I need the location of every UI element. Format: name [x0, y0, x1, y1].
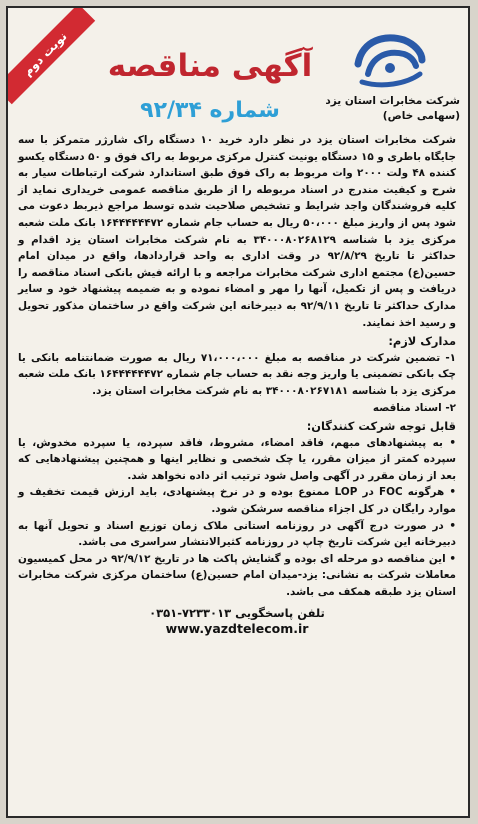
contact-phone: تلفن پاسخگویی ۷۲۳۳۰۱۳-۰۳۵۱: [149, 605, 325, 620]
tender-notice: [6, 6, 470, 818]
notice-number: شماره ۹۲/۳۴: [140, 98, 280, 123]
notice-title: آگهی مناقصه: [107, 48, 313, 84]
second-print-ribbon: نوبت دوم: [6, 6, 95, 104]
note-item-3: • در صورت درج آگهی در روزنامه استانی ملاک زمان توزیع اسناد و تحویل آنها به دبیرخانه این شرکت تاریخ چاپ در روزنامه کثیرالانتشار سراسری می باشد.: [18, 519, 456, 549]
note-item-1: • به پیشنهادهای مبهم، فاقد امضاء، مشروط، فاقد سپرده، یا سپرده مخدوش، یا سپرده کمتر از میزان مقرر، یا چک شخصی و نظایر اینها و همچنین پیشنهادهایی که بعد از زمان مقرر در آگهی واصل شود ترتیب اثر داده نخواهد شد.: [18, 436, 456, 482]
company-line-1: شرکت مخابرات استان یزد: [325, 95, 460, 107]
company-line-2: (سهامی خاص): [382, 110, 460, 122]
telecom-logo-icon: [352, 30, 428, 90]
intro-paragraph: شرکت مخابرات استان یزد در نظر دارد خرید ۱۰ دستگاه راک شارژر متمرکز با سه جایگاه باطری و ۱۵ دستگاه یونیت کنترل مرکزی مربوط به راک فوق و ۵۰ دستگاه یکسو کننده ۴۸ ولت ۲۰۰۰ وات مربوط به راک فوق طبق استاندارد شرکت ارتباطات سیار به شرح و کیفیت مندرج در اسناد مربوطه را از طریق مناقصه عمومی خریداری نماید از کلیه فروشندگان واجد شرایط و تشخیص صلاحیت شده توسط مراجع ذیربط دعوت می شود پس از واریز مبلغ ۵۰،۰۰۰ ریال به حساب جام شماره ۱۶۴۴۴۴۴۴۷۲ بانک ملت شعبه مرکزی یزد با شناسه ۳۴۰۰۰۸۰۲۶۸۱۲۹ به نام شرکت مخابرات استان یزد اقدام و حداکثر تا تاریخ ۹۲/۸/۲۹ در وقت اداری به واحد قراردادها، واقع در میدان امام حسین(ع) مجتمع اداری شرکت مخابرات مراجعه و با ارائه فیش بانکی اسناد مناقصه را دریافت و پس از تکمیل، آنها را مهر و امضاء نموده و به ضمیمه پیشنهاد خود و سایر مدارک حداکثر تا تاریخ ۹۲/۹/۱۱ به دبیرخانه این شرکت واقع در ساختمان مذکور تحویل و رسید اخذ نمایند.: [18, 134, 457, 329]
notes-heading: قابل توجه شرکت کنندگان:: [306, 419, 456, 434]
doc-item-1: ۱- تضمین شرکت در مناقصه به مبلغ ۷۱،۰۰۰،۰۰۰ ریال به صورت ضمانتنامه بانکی یا چک بانکی تضمینی یا واریز وجه نقد به حساب جام شماره ۱۶۴۴۴۴۴۴۷۲ بانک ملت شعبه مرکزی یزد با شناسه ۳۴۰۰۰۸۰۲۶۷۱۸۱ به نام شرکت مخابرات استان یزد.: [18, 351, 456, 397]
note-item-4: • این مناقصه دو مرحله ای بوده و گشایش پاکت ها در تاریخ ۹۲/۹/۱۲ در محل کمیسیون معاملات شرکت به نشانی: یزد-میدان امام حسین(ع) ساختمان مرکزی شرکت مخابرات استان یزد طبقه همکف می باشد.: [18, 552, 457, 599]
doc-item-2: ۲- اسناد مناقصه: [372, 401, 456, 414]
docs-heading: مدارک لازم:: [388, 334, 456, 349]
company-name: [310, 94, 460, 124]
note-item-2: • هرگونه FOC در LOP ممنوع بوده و در نرخ پیشنهادی، باید ارزش قیمت تخفیف و موارد رایگان در کل اجزاء مناقصه سرشکن شود.: [18, 486, 456, 516]
notice-body: [18, 132, 456, 638]
notice-header: [8, 8, 468, 126]
website-link[interactable]: www.yazdtelecom.ir: [165, 621, 309, 637]
